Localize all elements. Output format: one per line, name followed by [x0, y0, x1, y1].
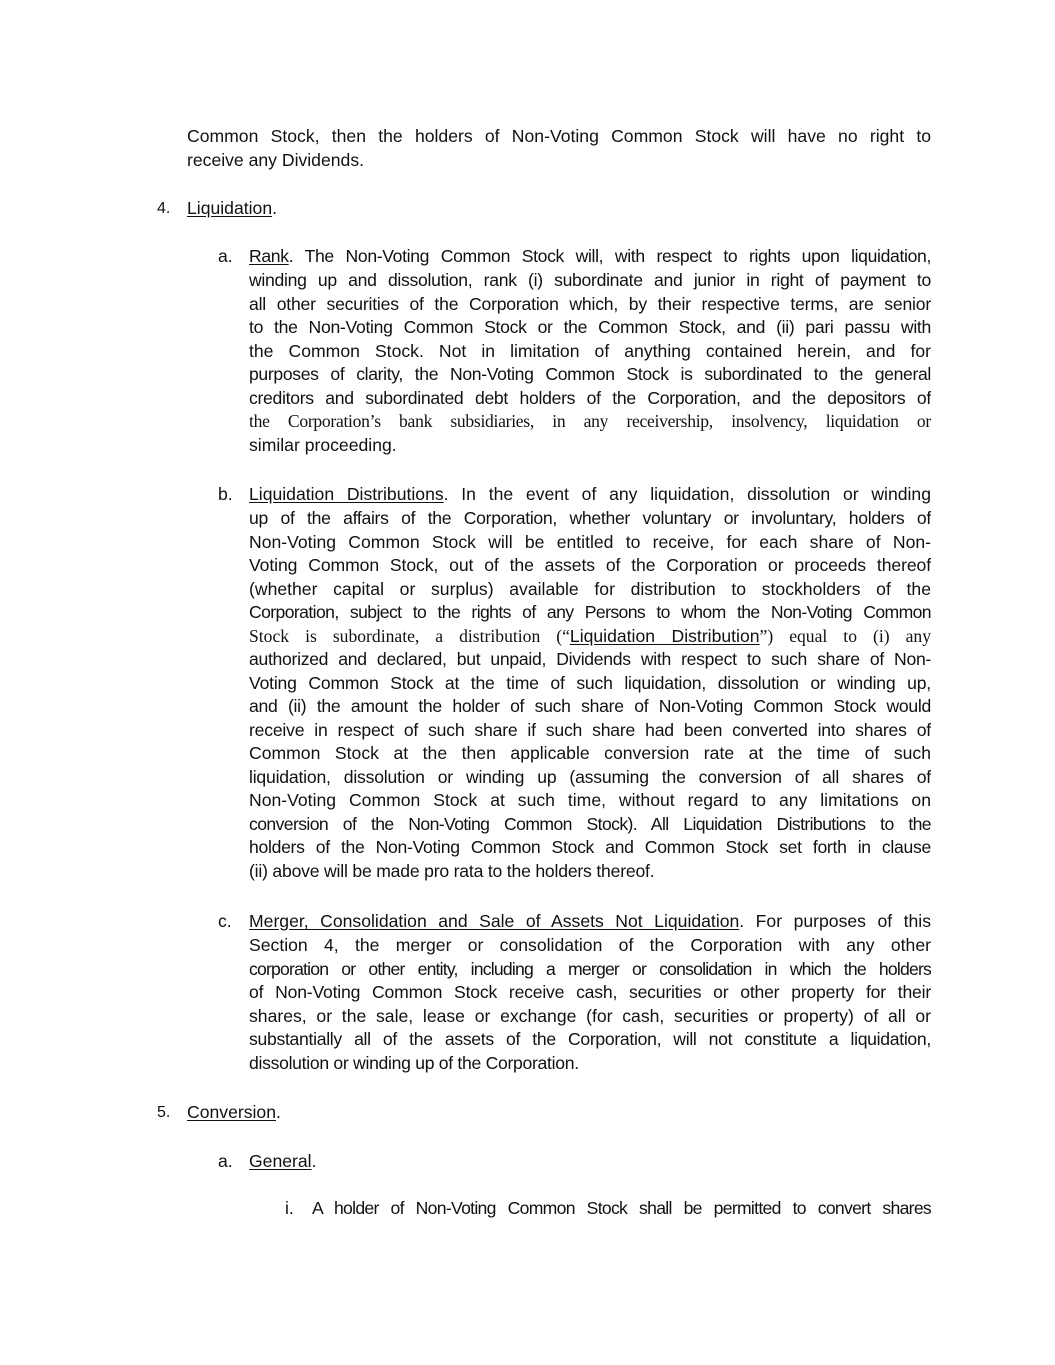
paragraph-line — [249, 483, 931, 507]
paragraph-line: Non-Voting Common Stock will be entitled to receive, for each share of Non- — [249, 531, 931, 552]
paragraph-line: Common Stock, then the holders of Non-Voting Common Stock will have no right to — [187, 126, 931, 146]
subsection-marker: a. — [218, 246, 233, 266]
subsection-heading-line — [249, 1150, 316, 1174]
paragraph-line — [249, 245, 931, 269]
section-title: Conversion — [187, 1102, 276, 1122]
subsection-marker: b. — [218, 484, 233, 504]
paragraph-line: all other securities of the Corporation which, by their respective terms, are senior — [249, 293, 931, 314]
paragraph-line: dissolution or winding up of the Corporation. — [249, 1052, 579, 1073]
paragraph-line: (whether capital or surplus) available for distribution to stockholders of the — [249, 578, 931, 599]
paragraph-line: Non-Voting Common Stock at such time, without regard to any limitations on — [249, 790, 931, 810]
paragraph-line: to the Non-Voting Common Stock or the Common Stock, and (ii) pari passu with — [249, 317, 931, 337]
subsection-heading: Liquidation Distributions — [249, 484, 444, 504]
paragraph-line: Voting Common Stock at the time of such liquidation, dissolution or winding up, — [249, 672, 931, 693]
paragraph-line: Section 4, the merger or consolidation of the Corporation with any other — [249, 935, 931, 955]
paragraph-line: and (ii) the amount the holder of such share of Non-Voting Common Stock would — [249, 696, 931, 716]
paragraph-line: liquidation, dissolution or winding up (assuming the conversion of all shares of — [249, 766, 931, 787]
paragraph-line: substantially all of the assets of the Corporation, will not constitute a liquidation, — [249, 1029, 931, 1049]
paragraph-line: receive any Dividends. — [187, 150, 365, 170]
paragraph-line: the Corporation’s bank subsidiaries, in any receivership, insolvency, liquidation or — [249, 411, 931, 431]
subsection-heading: Merger, Consolidation and Sale of Assets Not Liquidation — [249, 911, 740, 931]
text-run: . The Non-Voting Common Stock will, with respect to rights upon liquidation, — [288, 246, 931, 266]
paragraph-line: similar proceeding. — [249, 434, 397, 455]
paragraph-line: holders of the Non-Voting Common Stock and Common Stock set forth in clause — [249, 837, 931, 857]
paragraph-line: of Non-Voting Common Stock receive cash, securities or other property for their — [249, 982, 931, 1002]
paragraph-line: the Common Stock. Not in limitation of anything contained herein, and for — [249, 340, 931, 361]
text-run: ”) equal to (i) any — [759, 625, 931, 646]
paragraph-line: A holder of Non-Voting Common Stock shall be permitted to convert shares — [312, 1198, 931, 1218]
paragraph-line: purposes of clarity, the Non-Voting Common Stock is subordinated to the general — [249, 364, 931, 384]
paragraph-line: shares, or the sale, lease or exchange (for cash, securities or property) of all or — [249, 1005, 931, 1026]
subsection-heading: Rank — [249, 246, 289, 266]
section-number: 4. — [157, 200, 171, 217]
paragraph-line: up of the affairs of the Corporation, whether voluntary or involuntary, holders of — [249, 508, 931, 528]
subsection-marker: c. — [218, 911, 232, 931]
text-run: Stock is subordinate, a distribution (“ — [249, 625, 570, 646]
text-run: . In the event of any liquidation, dissolution or winding — [443, 484, 931, 504]
paragraph-line: Common Stock at the then applicable conversion rate at the time of such — [249, 743, 931, 763]
clause-marker: i. — [285, 1198, 294, 1218]
paragraph-line: conversion of the Non-Voting Common Stock). All Liquidation Distributions to the — [249, 813, 931, 834]
section-number: 5. — [157, 1104, 171, 1121]
paragraph-line: Corporation, subject to the rights of any Persons to whom the Non-Voting Common — [249, 602, 931, 622]
paragraph-line: winding up and dissolution, rank (i) subordinate and junior in right of payment to — [249, 270, 931, 290]
subsection-heading: General — [249, 1151, 312, 1171]
section-title: Liquidation — [187, 198, 273, 218]
paragraph-line — [249, 625, 931, 649]
paragraph-line — [249, 910, 931, 934]
punctuation: . — [311, 1151, 317, 1171]
section-heading — [187, 197, 277, 221]
defined-term: Liquidation Distribution — [569, 625, 760, 646]
paragraph-line: authorized and declared, but unpaid, Dividends with respect to such share of Non- — [249, 649, 931, 669]
text-run: . For purposes of this — [739, 911, 931, 931]
subsection-marker: a. — [218, 1151, 233, 1171]
paragraph-line: Voting Common Stock, out of the assets of the Corporation or proceeds thereof — [249, 555, 931, 575]
punctuation: . — [272, 198, 277, 218]
paragraph-line: corporation or other entity, including a merger or consolidation in which the holders — [249, 958, 931, 979]
paragraph-line: (ii) above will be made pro rata to the holders thereof. — [249, 860, 655, 881]
paragraph-line: creditors and subordinated debt holders of the Corporation, and the depositors of — [249, 387, 931, 408]
section-heading — [187, 1101, 281, 1125]
paragraph-line: receive in respect of such share if such share had been converted into shares of — [249, 719, 931, 740]
punctuation: . — [276, 1102, 281, 1122]
